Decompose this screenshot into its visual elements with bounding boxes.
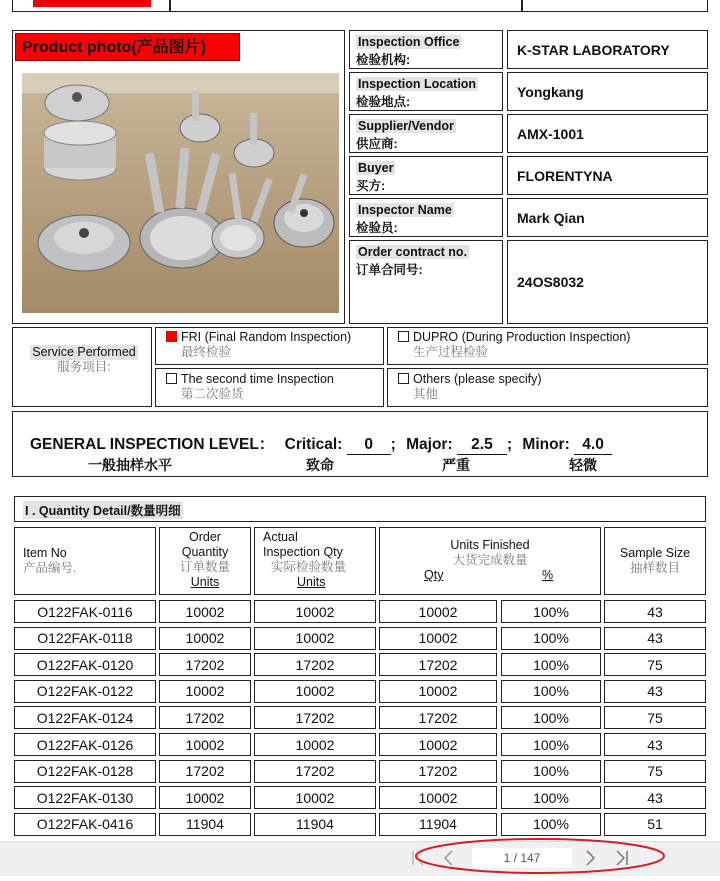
table-row (0, 706, 720, 730)
critical-value: 0 (347, 436, 391, 455)
info-label-cell (349, 240, 503, 324)
finished-pct-cell: 100% (501, 733, 601, 756)
info-value: 24OS8032 (517, 274, 584, 290)
finished-qty-cell: 17202 (379, 760, 497, 783)
info-label-cn: 检验地点: (356, 95, 411, 109)
item-no-cell: O122FAK-0122 (14, 680, 156, 703)
finished-pct-cell: 100% (501, 600, 601, 623)
critical-label: Critical: (284, 436, 343, 453)
item-no-cell: O122FAK-0120 (14, 653, 156, 676)
order-qty-cell: 11904 (159, 813, 251, 836)
actual-qty-cell: 17202 (254, 760, 376, 783)
dupro-checkbox[interactable] (398, 331, 409, 342)
info-label-cn: 检验机构: (356, 53, 411, 67)
info-label-cn: 供应商: (356, 137, 398, 151)
service-option-fri[interactable]: FRI (Final Random Inspection) 最终检验 (155, 327, 384, 365)
finished-pct-cell: 100% (501, 653, 601, 676)
sample-size-cell: 75 (604, 760, 706, 783)
sample-size-cell: 43 (604, 786, 706, 809)
info-value-cell (507, 72, 708, 111)
finished-pct-cell: 100% (501, 786, 601, 809)
major-value: 2.5 (457, 436, 507, 455)
finished-qty-cell: 17202 (379, 653, 497, 676)
finished-qty-cell: 10002 (379, 627, 497, 650)
inspection-level-row: GENERAL INSPECTION LEVEL： Critical: 0 ; Major: 2.5 ; Minor: 4.0 (30, 432, 700, 455)
info-label-en: Inspection Office (358, 35, 460, 49)
info-value: AMX-1001 (517, 125, 584, 142)
product-photo (22, 73, 339, 313)
sample-size-cell: 75 (604, 653, 706, 676)
table-row (0, 653, 720, 677)
minor-label: Minor: (522, 436, 570, 453)
info-label-cn: 订单合同号: (356, 263, 423, 277)
info-label-cell (349, 156, 503, 195)
service-option-others[interactable]: Others (please specify) 其他 (387, 368, 708, 407)
table-row (0, 733, 720, 757)
order-qty-cell: 17202 (159, 760, 251, 783)
info-label-en: Order contract no. (358, 245, 468, 259)
finished-pct-cell: 100% (501, 680, 601, 703)
info-value-cell (507, 30, 708, 69)
pager-highlight-ellipse (414, 836, 666, 876)
info-value: Mark Qian (517, 209, 585, 226)
header-order-qty: Order Quantity 订单数量 Units (159, 527, 251, 595)
order-qty-cell: 10002 (159, 786, 251, 809)
table-row (0, 813, 720, 837)
order-qty-cell: 10002 (159, 680, 251, 703)
quantity-title-bar: I . Quantity Detail/数量明细 (14, 496, 706, 522)
item-no-cell: O122FAK-0416 (14, 813, 156, 836)
table-row (0, 760, 720, 784)
second-inspection-checkbox[interactable] (166, 373, 177, 384)
cookware-photo-image (22, 73, 339, 313)
order-qty-cell: 10002 (159, 600, 251, 623)
item-no-cell: O122FAK-0126 (14, 733, 156, 756)
sample-size-cell: 43 (604, 733, 706, 756)
others-checkbox[interactable] (398, 373, 409, 384)
info-label-cn: 买方: (356, 179, 386, 193)
header-units-finished: Units Finished 大货完成数量 Qty % (379, 527, 601, 595)
info-label-cell (349, 30, 503, 69)
sample-size-cell: 43 (604, 627, 706, 650)
info-label-cell (349, 114, 503, 153)
table-row (0, 600, 720, 624)
info-label-en: Inspection Location (358, 77, 477, 91)
finished-qty-cell: 10002 (379, 733, 497, 756)
info-label-en: Supplier/Vendor (358, 119, 454, 133)
info-value-cell (507, 240, 708, 324)
sample-size-cell: 43 (604, 680, 706, 703)
order-qty-cell: 17202 (159, 706, 251, 729)
order-qty-cell: 10002 (159, 627, 251, 650)
top-cutoff-row (12, 0, 708, 12)
item-no-cell: O122FAK-0124 (14, 706, 156, 729)
service-performed-label: Service Performed 服务项目: (32, 345, 136, 374)
actual-qty-cell: 11904 (254, 813, 376, 836)
finished-qty-cell: 10002 (379, 600, 497, 623)
finished-pct-cell: 100% (501, 706, 601, 729)
actual-qty-cell: 10002 (254, 786, 376, 809)
info-value-cell (507, 198, 708, 237)
finished-pct-cell: 100% (501, 760, 601, 783)
fri-checkbox[interactable] (166, 331, 177, 342)
table-row (0, 680, 720, 704)
finished-pct-cell: 100% (501, 813, 601, 836)
sample-size-cell: 51 (604, 813, 706, 836)
info-label-en: Inspector Name (358, 203, 452, 217)
order-qty-cell: 17202 (159, 653, 251, 676)
minor-value: 4.0 (574, 436, 612, 455)
order-qty-cell: 10002 (159, 733, 251, 756)
actual-qty-cell: 10002 (254, 600, 376, 623)
finished-qty-cell: 10002 (379, 680, 497, 703)
info-value: Yongkang (517, 83, 584, 100)
product-photo-label: Product photo(产品图片) (15, 33, 240, 61)
table-row (0, 786, 720, 810)
inspection-level-label: GENERAL INSPECTION LEVEL： (30, 436, 275, 453)
finished-qty-cell: 10002 (379, 786, 497, 809)
major-label: Major: (406, 436, 453, 453)
item-no-cell: O122FAK-0116 (14, 600, 156, 623)
page-indicator[interactable]: 1 / 147 (472, 848, 572, 868)
info-value-cell (507, 156, 708, 195)
finished-qty-cell: 17202 (379, 706, 497, 729)
header-sample-size: Sample Size 抽样数目 (604, 527, 706, 595)
actual-qty-cell: 10002 (254, 733, 376, 756)
sample-size-cell: 75 (604, 706, 706, 729)
finished-qty-cell: 11904 (379, 813, 497, 836)
item-no-cell: O122FAK-0118 (14, 627, 156, 650)
actual-qty-cell: 10002 (254, 627, 376, 650)
finished-pct-cell: 100% (501, 627, 601, 650)
info-label-cell (349, 198, 503, 237)
info-label-cell (349, 72, 503, 111)
actual-qty-cell: 17202 (254, 653, 376, 676)
top-cutoff-red-block (33, 0, 151, 7)
inspection-level-cn: 一般抽样水平 致命 严重 轻微 (88, 457, 597, 473)
info-value: FLORENTYNA (517, 167, 613, 184)
header-item-no: Item No 产品编号. (14, 527, 156, 595)
item-no-cell: O122FAK-0128 (14, 760, 156, 783)
sample-size-cell: 43 (604, 600, 706, 623)
service-option-dupro[interactable]: DUPRO (During Production Inspection) 生产过程检验 (387, 327, 708, 365)
info-label-cn: 检验员: (356, 221, 398, 235)
info-label-en: Buyer (358, 161, 394, 175)
actual-qty-cell: 17202 (254, 706, 376, 729)
table-row (0, 627, 720, 651)
service-option-second[interactable]: The second time Inspection 第二次验货 (155, 368, 384, 407)
info-value-cell (507, 114, 708, 153)
actual-qty-cell: 10002 (254, 680, 376, 703)
header-actual-qty: Actual Inspection Qty 实际检验数量 Units (254, 527, 376, 595)
item-no-cell: O122FAK-0130 (14, 786, 156, 809)
info-value: K-STAR LABORATORY (517, 41, 670, 58)
